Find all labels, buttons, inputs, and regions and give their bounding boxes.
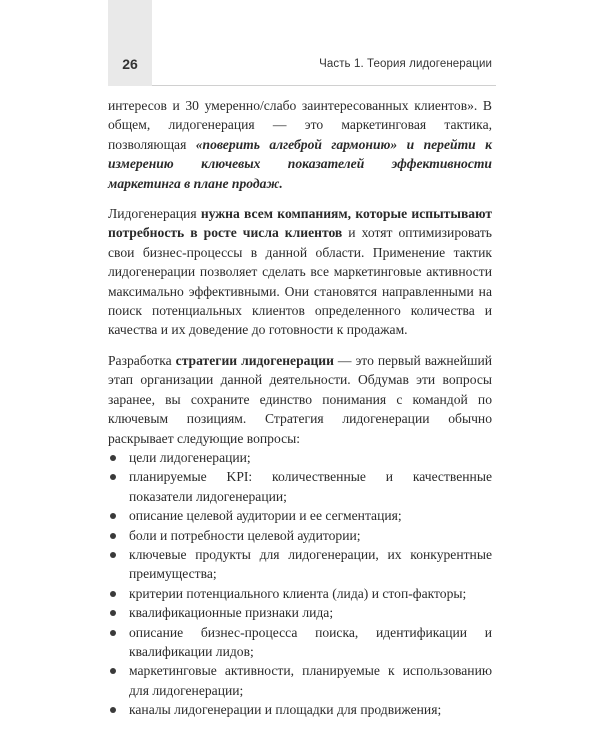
- header-divider: [152, 85, 496, 86]
- paragraph-3-rest: — это первый важнейший этап организации данной деятельности. Обдумав эти вопросы заранее, вы сохраните единство понимания с командой по ключевым позициям. Стратегия лидогенерации обычно раскрывает следующие вопросы:: [108, 352, 492, 446]
- paragraph-2-bold: нужна всем компаниям, которые испытывают потребность в росте числа клиентов: [108, 206, 492, 241]
- list-item: планируемые KPI: количественные и качественные показатели лидогенерации;: [108, 467, 492, 506]
- page-body: [108, 96, 492, 720]
- list-item: критерии потенциального клиента (лида) и стоп-факторы;: [108, 584, 492, 603]
- paragraph-3-lead: Разработка: [108, 352, 176, 368]
- paragraph-2-rest: и хотят оптимизировать свои бизнес-процессы в данной области. Применение тактик лидогенерации позволяет сделать все маркетинговые активности максимально эффективными. Они становятся направленными на поиск потенциальных клиентов определенного количества и качества и их доведение до готовности к продажам.: [108, 225, 492, 338]
- paragraph-1-text: интересов и 30 умеренно/слабо заинтересованных клиентов». В общем, лидогенерация — это маркетинговая тактика, позволяющая: [108, 98, 492, 152]
- strategy-topics-list: [108, 448, 492, 720]
- list-item: каналы лидогенерации и площадки для продвижения;: [108, 700, 492, 719]
- page-number-tab: [108, 0, 152, 86]
- list-item: ключевые продукты для лидогенерации, их конкурентные преимущества;: [108, 545, 492, 584]
- list-item: описание целевой аудитории и ее сегментация;: [108, 506, 492, 525]
- list-item: боли и потребности целевой аудитории;: [108, 526, 492, 545]
- list-item: цели лидогенерации;: [108, 448, 492, 467]
- page-number: 26: [122, 56, 138, 72]
- paragraph-2: [108, 204, 492, 340]
- list-item: маркетинговые активности, планируемые к использованию для лидогенерации;: [108, 661, 492, 700]
- paragraph-3-bold: стратегии лидогенерации: [175, 352, 334, 368]
- paragraph-1-emphasis: «поверить алгеброй гармонию» и перейти к измерению ключевых показателей эффективности маркетинга в плане продаж.: [108, 136, 492, 191]
- list-item: квалификационные признаки лида;: [108, 603, 492, 622]
- paragraph-1: [108, 96, 492, 193]
- paragraph-2-lead: Лидогенерация: [108, 206, 201, 222]
- running-head: Часть 1. Теория лидогенерации: [319, 58, 492, 70]
- list-item: описание бизнес-процесса поиска, идентификации и квалификации лидов;: [108, 623, 492, 662]
- paragraph-3: [108, 351, 492, 448]
